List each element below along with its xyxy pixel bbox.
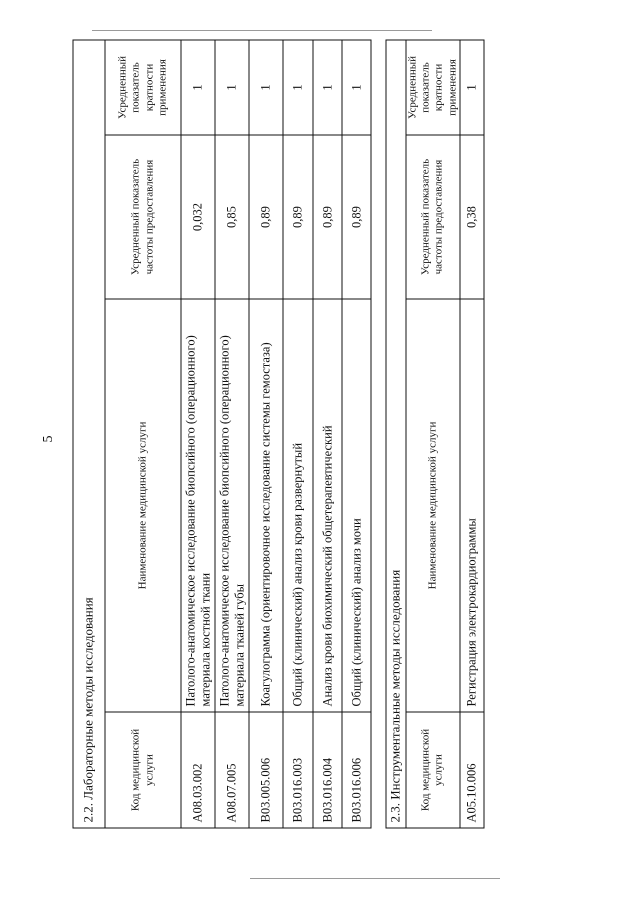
service-name: Регистрация электрокардиограммы bbox=[459, 299, 483, 712]
instr-section-title: 2.3. Инструментальные методы исследования bbox=[386, 40, 406, 828]
scan-line-bottom bbox=[250, 878, 500, 879]
service-name: Общий (клинический) анализ мочи bbox=[342, 299, 371, 712]
service-code: B03.016.006 bbox=[342, 712, 371, 828]
table-row bbox=[342, 40, 371, 828]
frequency-value: 0,38 bbox=[459, 135, 483, 299]
instr-header-code: Код медицинской услуги bbox=[406, 712, 460, 828]
multiplicity-value: 1 bbox=[181, 40, 215, 135]
frequency-value: 0,85 bbox=[215, 135, 249, 299]
lab-section-title-row bbox=[73, 40, 105, 828]
service-name: Анализ крови биохимический общетерапевтический bbox=[313, 299, 342, 712]
service-code: A08.07.005 bbox=[215, 712, 249, 828]
multiplicity-value: 1 bbox=[459, 40, 483, 135]
service-code: A05.10.006 bbox=[459, 712, 483, 828]
service-name: Патолого-анатомическое исследование биопсийного (операционного) материала тканей губы bbox=[215, 299, 249, 712]
service-code: B03.016.004 bbox=[313, 712, 342, 828]
rotated-page-content bbox=[72, 41, 479, 829]
service-name: Патолого-анатомическое исследование биопсийного (операционного) материала костной ткани bbox=[181, 299, 215, 712]
lab-header-code: Код медицинской услуги bbox=[105, 712, 181, 828]
frequency-value: 0,89 bbox=[249, 135, 283, 299]
instr-header-name: Наименование медицинской услуги bbox=[406, 299, 460, 712]
instr-section-title-row bbox=[386, 40, 406, 828]
frequency-value: 0,89 bbox=[313, 135, 342, 299]
service-name: Общий (клинический) анализ крови развернутый bbox=[283, 299, 313, 712]
lab-header-name: Наименование медицинской услуги bbox=[105, 299, 181, 712]
multiplicity-value: 1 bbox=[283, 40, 313, 135]
service-code: B03.016.003 bbox=[283, 712, 313, 828]
scan-line-top bbox=[92, 30, 432, 31]
service-code: A08.03.002 bbox=[181, 712, 215, 828]
table-row bbox=[459, 40, 483, 828]
instrumental-methods-table bbox=[385, 39, 484, 828]
table-row bbox=[215, 40, 249, 828]
lab-header-row bbox=[105, 40, 181, 828]
multiplicity-value: 1 bbox=[313, 40, 342, 135]
table-row bbox=[249, 40, 283, 828]
multiplicity-value: 1 bbox=[215, 40, 249, 135]
instr-header-row bbox=[406, 40, 460, 828]
service-code: B03.005.006 bbox=[249, 712, 283, 828]
frequency-value: 0,89 bbox=[283, 135, 313, 299]
table-row bbox=[181, 40, 215, 828]
service-name: Коагулограмма (ориентировочное исследование системы гемостаза) bbox=[249, 299, 283, 712]
instr-header-mult: Усредненный показатель кратности применения bbox=[406, 40, 460, 135]
frequency-value: 0,032 bbox=[181, 135, 215, 299]
lab-section-title: 2.2. Лабораторные методы исследования bbox=[73, 40, 105, 828]
page-number: 5 bbox=[41, 435, 56, 443]
table-row bbox=[283, 40, 313, 828]
table-row bbox=[313, 40, 342, 828]
lab-header-freq: Усредненный показатель частоты предоставления bbox=[105, 135, 181, 299]
lab-header-mult: Усредненный показатель кратности применения bbox=[105, 40, 181, 135]
multiplicity-value: 1 bbox=[342, 40, 371, 135]
multiplicity-value: 1 bbox=[249, 40, 283, 135]
lab-methods-table bbox=[72, 39, 371, 828]
frequency-value: 0,89 bbox=[342, 135, 371, 299]
instr-header-freq: Усредненный показатель частоты предоставления bbox=[406, 135, 460, 299]
